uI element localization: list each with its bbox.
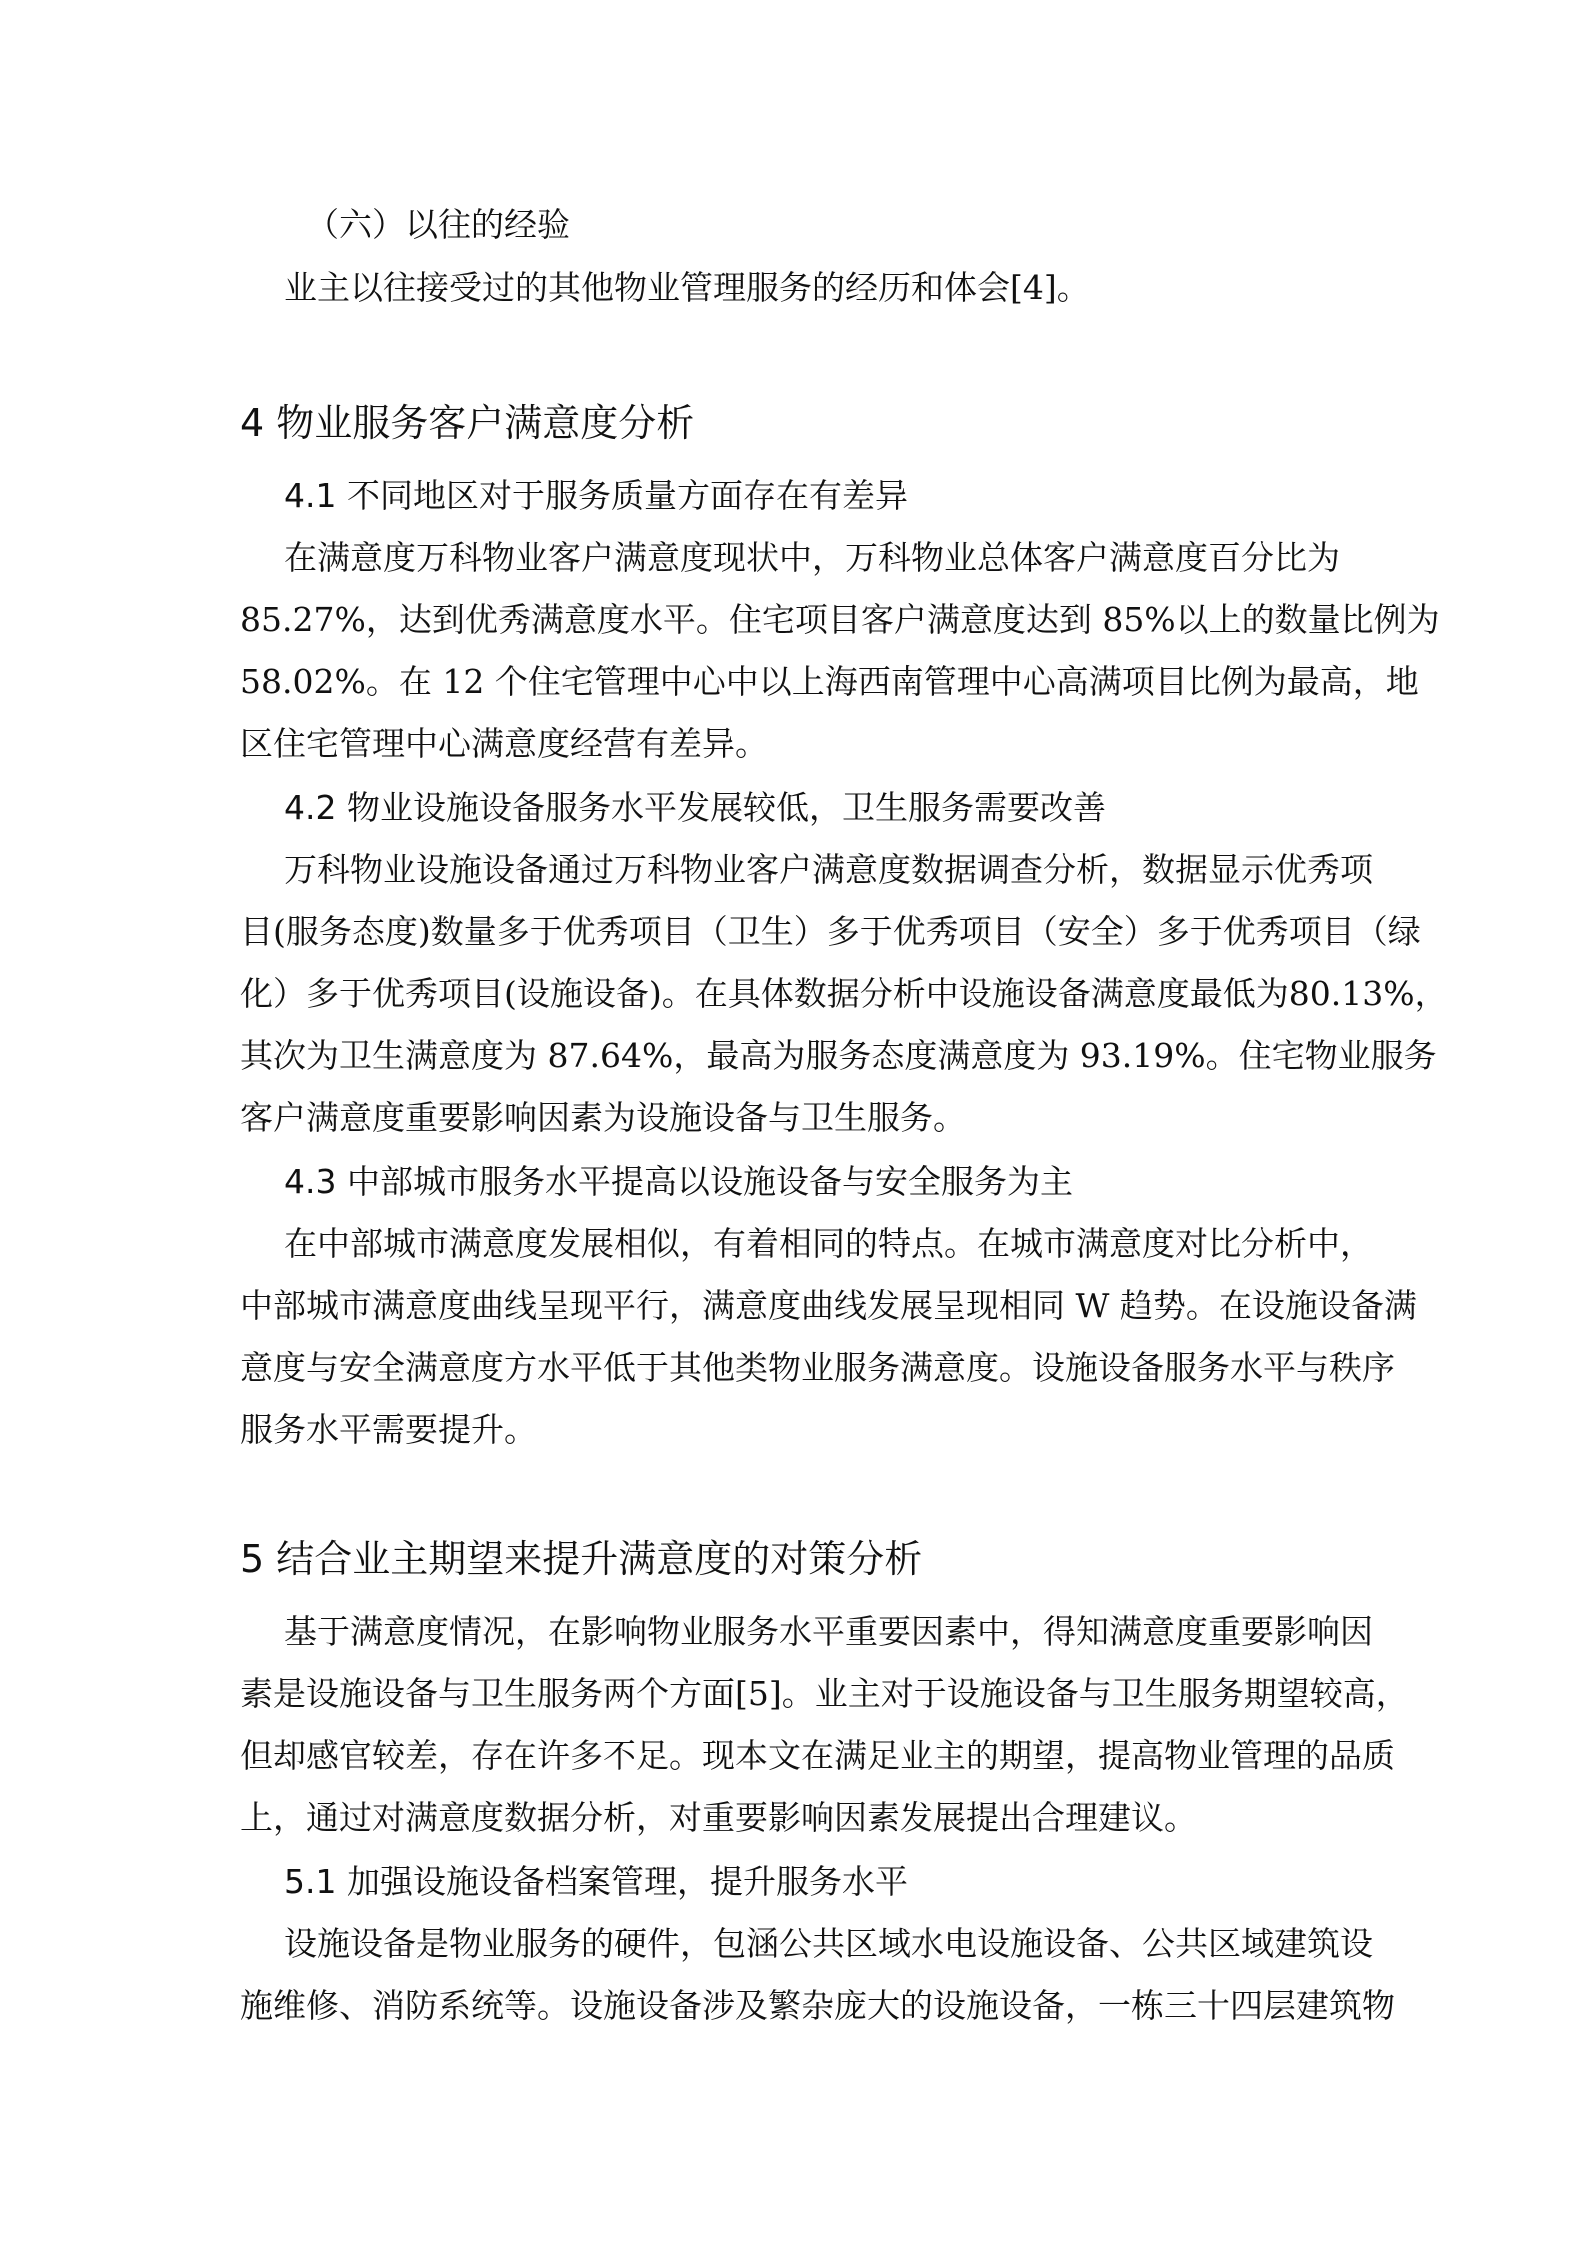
paragraph-4-2-line: 客户满意度重要影响因素为设施设备与卫生服务。: [240, 1098, 966, 1137]
paragraph-4-3-line: 在中部城市满意度发展相似，有着相同的特点。在城市满意度对比分析中，: [284, 1224, 1373, 1263]
paragraph-5-1-line: 施维修、消防系统等。设施设备涉及繁杂庞大的设施设备，一栋三十四层建筑物: [240, 1986, 1395, 2025]
paragraph-4-3-line: 中部城市满意度曲线呈现平行，满意度曲线发展呈现相同 W 趋势。在设施设备满: [240, 1286, 1417, 1325]
paragraph-4-2-line: 化）多于优秀项目(设施设备)。在具体数据分析中设施设备满意度最低为80.13%，: [240, 974, 1448, 1013]
subsection-heading-5-1: 5.1 加强设施设备档案管理，提升服务水平: [284, 1862, 908, 1901]
paragraph-4-1-line: 85.27%，达到优秀满意度水平。住宅项目客户满意度达到 85%以上的数量比例为: [240, 600, 1440, 639]
paragraph-4-2-line: 万科物业设施设备通过万科物业客户满意度数据调查分析，数据显示优秀项: [284, 850, 1373, 889]
subsection-heading-experience: （六）以往的经验: [306, 205, 570, 244]
section-heading-5: 5 结合业主期望来提升满意度的对策分析: [240, 1537, 923, 1581]
paragraph-4-1-line: 58.02%。在 12 个住宅管理中心中以上海西南管理中心高满项目比例为最高，地: [240, 662, 1419, 701]
paragraph-4-1-line: 在满意度万科物业客户满意度现状中，万科物业总体客户满意度百分比为: [284, 538, 1340, 577]
subsection-heading-4-2: 4.2 物业设施设备服务水平发展较低，卫生服务需要改善: [284, 788, 1106, 827]
paragraph-4-2-line: 目(服务态度)数量多于优秀项目（卫生）多于优秀项目（安全）多于优秀项目（绿: [240, 912, 1421, 951]
paragraph-4-3-line: 意度与安全满意度方水平低于其他类物业服务满意度。设施设备服务水平与秩序: [240, 1348, 1395, 1387]
paragraph-5-intro-line: 基于满意度情况，在影响物业服务水平重要因素中，得知满意度重要影响因: [284, 1612, 1373, 1651]
section-heading-4: 4 物业服务客户满意度分析: [240, 401, 695, 445]
paragraph-5-intro-line: 但却感官较差，存在许多不足。现本文在满足业主的期望，提高物业管理的品质: [240, 1736, 1395, 1775]
paragraph-experience: 业主以往接受过的其他物业管理服务的经历和体会[4]。: [284, 268, 1090, 307]
paragraph-4-2-line: 其次为卫生满意度为 87.64%，最高为服务态度满意度为 93.19%。住宅物业服务: [240, 1036, 1437, 1075]
paragraph-4-1-line: 区住宅管理中心满意度经营有差异。: [240, 724, 768, 763]
paragraph-5-intro-line: 素是设施设备与卫生服务两个方面[5]。业主对于设施设备与卫生服务期望较高，: [240, 1674, 1409, 1713]
paragraph-5-intro-line: 上，通过对满意度数据分析，对重要影响因素发展提出合理建议。: [240, 1798, 1197, 1837]
subsection-heading-4-3: 4.3 中部城市服务水平提高以设施设备与安全服务为主: [284, 1162, 1073, 1201]
paragraph-5-1-line: 设施设备是物业服务的硬件，包涵公共区域水电设施设备、公共区域建筑设: [284, 1924, 1373, 1963]
subsection-heading-4-1: 4.1 不同地区对于服务质量方面存在有差异: [284, 476, 908, 515]
paragraph-4-3-line: 服务水平需要提升。: [240, 1410, 537, 1449]
